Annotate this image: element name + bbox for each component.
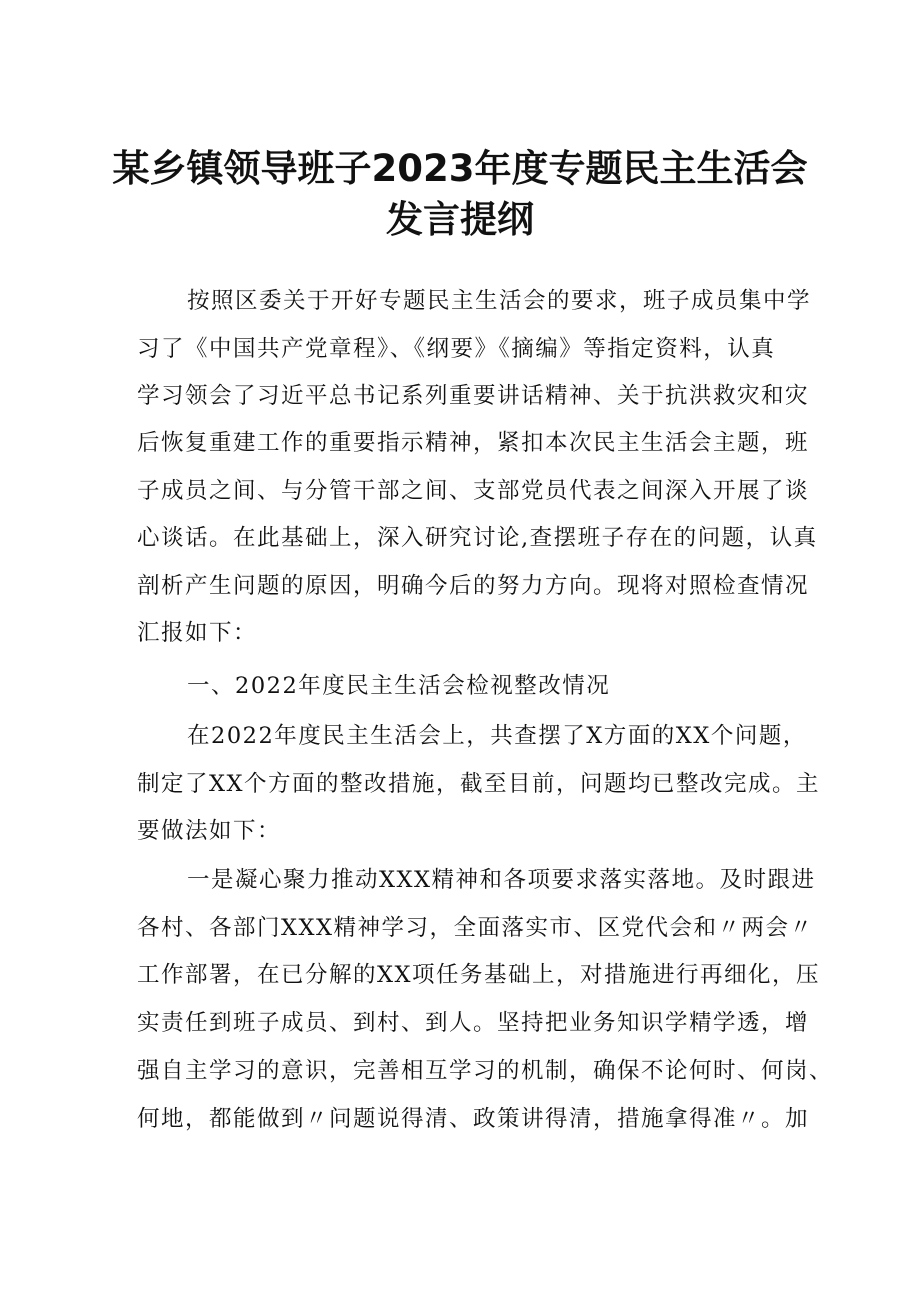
body-line-3: 学习领会了习近平总书记系列重要讲话精神、关于抗洪救灾和灾 bbox=[137, 383, 810, 409]
body-line-2: 习了《中国共产党章程》、《纲要》《摘编》等指定资料，认真 bbox=[137, 336, 776, 362]
body-line-11: 要做法如下： bbox=[137, 818, 282, 844]
document-title-line-1: 某乡镇领导班子2023年度专题民主生活会 bbox=[112, 147, 808, 190]
section-heading-1: 一、2022年度民主生活会检视整改情况 bbox=[187, 673, 611, 699]
body-line-4: 后恢复重建工作的重要指示精神，紧扣本次民主生活会主题，班 bbox=[137, 430, 810, 456]
body-line-8: 汇报如下： bbox=[137, 620, 258, 646]
body-line-15: 实责任到班子成员、到村、到人。坚持把业务知识学精学透，增 bbox=[137, 1010, 810, 1036]
document-title-line-2: 发言提纲 bbox=[386, 198, 534, 241]
body-line-7: 剖析产生问题的原因，明确今后的努力方向。现将对照检查情况 bbox=[137, 573, 810, 599]
body-line-16: 强自主学习的意识，完善相互学习的机制，确保不论何时、何岗、 bbox=[137, 1058, 834, 1084]
body-line-12: 一是凝心聚力推动XXX精神和各项要求落实落地。及时跟进 bbox=[187, 867, 816, 893]
body-line-17: 何地，都能做到〃问题说得清、政策讲得清，措施拿得准〃。加 bbox=[137, 1106, 810, 1132]
body-line-9: 在2022年度民主生活会上，共查摆了X方面的XX个问题， bbox=[187, 723, 807, 749]
body-line-10: 制定了XX个方面的整改措施，截至目前，问题均已整改完成。主 bbox=[137, 771, 821, 797]
body-line-6: 心谈话。在此基础上，深入研究讨论,查摆班子存在的问题，认真 bbox=[137, 525, 818, 551]
body-line-1: 按照区委关于开好专题民主生活会的要求，班子成员集中学 bbox=[187, 288, 812, 314]
body-line-13: 各村、各部门XXX精神学习，全面落实市、区党代会和〃两会〃 bbox=[137, 915, 814, 941]
body-line-5: 子成员之间、与分管干部之间、支部党员代表之间深入开展了谈 bbox=[137, 478, 810, 504]
body-line-14: 工作部署，在已分解的XX项任务基础上，对措施进行再细化，压 bbox=[137, 962, 821, 988]
